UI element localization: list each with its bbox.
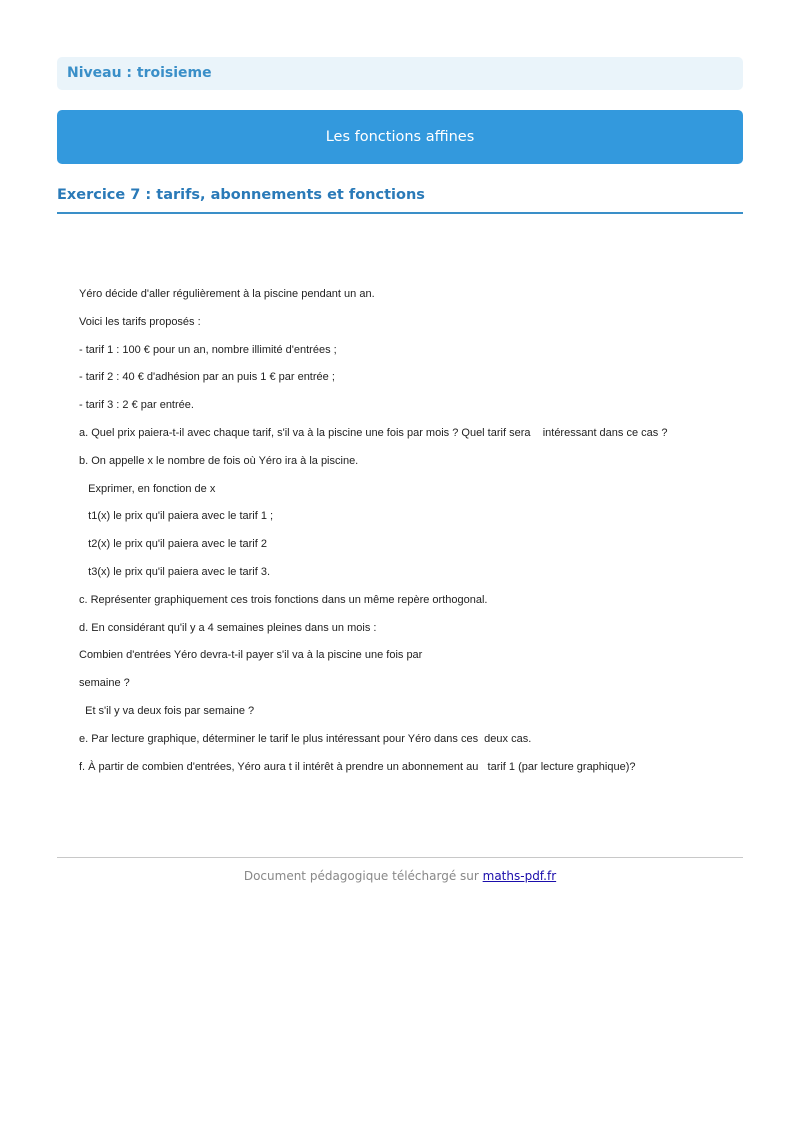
footer-link[interactable]: maths-pdf.fr (482, 869, 557, 883)
exercise-line: - tarif 2 : 40 € d'adhésion par an puis 1 € par entrée ; (79, 371, 335, 384)
exercise-line: e. Par lecture graphique, déterminer le tarif le plus intéressant pour Yéro dans ces deux cas. (79, 732, 532, 745)
footer-divider (57, 857, 743, 858)
exercise-line: - tarif 3 : 2 € par entrée. (79, 399, 194, 412)
exercise-line: d. En considérant qu'il y a 4 semaines pleines dans un mois : (79, 621, 377, 634)
chapter-title: Les fonctions affines (325, 129, 475, 145)
exercise-line: f. À partir de combien d'entrées, Yéro aura t il intérêt à prendre un abonnement au tarif 1 (par lecture graphique)? (79, 760, 636, 773)
exercise-line: t1(x) le prix qu'il paiera avec le tarif 1 ; (79, 510, 274, 523)
exercise-line: Exprimer, en fonction de x (79, 482, 216, 495)
footer-text: Document pédagogique téléchargé sur (243, 869, 483, 883)
exercise-body (79, 285, 739, 785)
level-banner (57, 57, 743, 90)
footer (57, 869, 743, 883)
exercise-line: b. On appelle x le nombre de fois où Yéro ira à la piscine. (79, 454, 359, 467)
exercise-line: t3(x) le prix qu'il paiera avec le tarif 3. (79, 565, 271, 578)
exercise-line: t2(x) le prix qu'il paiera avec le tarif 2 (79, 538, 267, 551)
exercise-title: Exercice 7 : tarifs, abonnements et fonctions (57, 184, 743, 214)
exercise-line: a. Quel prix paiera-t-il avec chaque tarif, s'il va à la piscine une fois par mois ? Quel tarif sera intéressant dans ce cas ? (79, 426, 668, 439)
exercise-line: Yéro décide d'aller régulièrement à la piscine pendant un an. (79, 288, 375, 300)
exercise-line: Voici les tarifs proposés : (79, 315, 201, 328)
chapter-banner (57, 110, 743, 164)
exercise-line: - tarif 1 : 100 € pour un an, nombre illimité d'entrées ; (79, 343, 337, 356)
exercise-line: Combien d'entrées Yéro devra-t-il payer s'il va à la piscine une fois par (79, 649, 423, 662)
exercise-line: c. Représenter graphiquement ces trois fonctions dans un même repère orthogonal. (79, 593, 488, 606)
exercise-line: Et s'il y va deux fois par semaine ? (79, 704, 255, 717)
exercise-line: semaine ? (79, 677, 130, 690)
level-label: Niveau : troisieme (67, 65, 212, 81)
